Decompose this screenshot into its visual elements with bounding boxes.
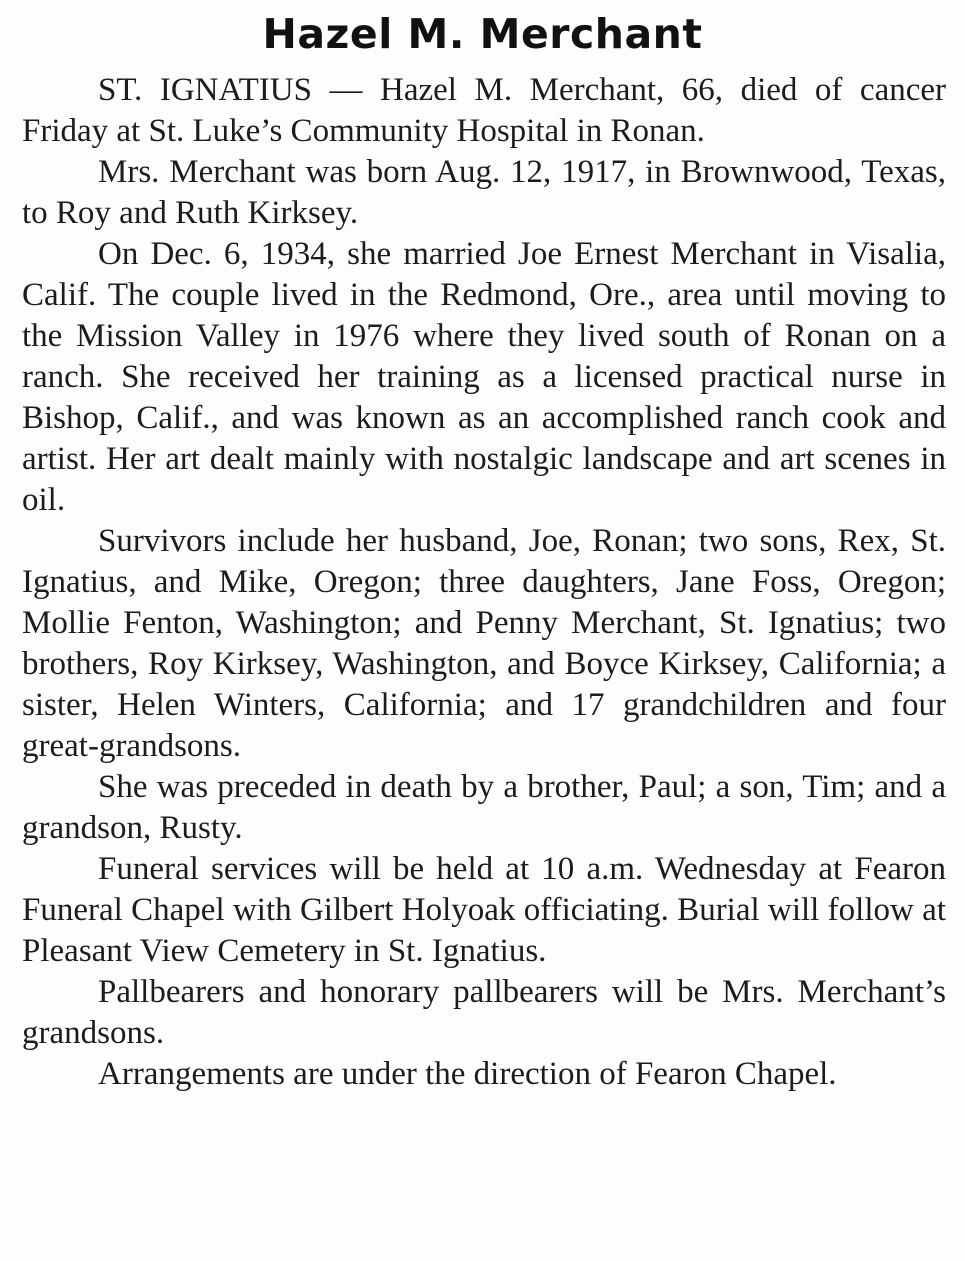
paragraph-arrangements: Arrangements are under the direction of Fearon Chapel.: [98, 1056, 837, 1092]
obituary-body: [22, 70, 946, 1095]
paragraph-pallbearers: Pallbearers and honorary pallbearers will be Mrs. Merchant’s grandsons.: [22, 974, 946, 1051]
paragraph-birth: Mrs. Merchant was born Aug. 12, 1917, in Brownwood, Texas, to Roy and Ruth Kirksey.: [22, 154, 946, 231]
paragraph-death-notice: ST. IGNATIUS — Hazel M. Merchant, 66, died of cancer Friday at St. Luke’s Community Hospital in Ronan.: [22, 72, 946, 149]
paragraph-funeral-services: Funeral services will be held at 10 a.m. Wednesday at Fearon Funeral Chapel with Gilbert Holyoak officiating. Burial will follow at Pleasant View Cemetery in St. Ignatius.: [22, 851, 946, 969]
paragraph-preceded-in-death: She was preceded in death by a brother, Paul; a son, Tim; and a grandson, Rusty.: [22, 769, 946, 846]
obituary-headline: Hazel M. Merchant: [262, 10, 703, 58]
paragraph-survivors: Survivors include her husband, Joe, Ronan; two sons, Rex, St. Ignatius, and Mike, Oregon; three daughters, Jane Foss, Oregon; Mollie Fenton, Washington; and Penny Merchant, St. Ignatius; two brothers, Roy Kirksey, Washington, and Boyce Kirksey, California; a sister, Helen Winters, California; and 17 grandchildren and four great-grandsons.: [22, 523, 946, 764]
paragraph-marriage-life: On Dec. 6, 1934, she married Joe Ernest Merchant in Visalia, Calif. The couple lived in the Redmond, Ore., area until moving to the Mission Valley in 1976 where they lived south of Ronan on a ranch. She received her training as a licensed practical nurse in Bishop, Calif., and was known as an accomplished ranch cook and artist. Her art dealt mainly with nostalgic landscape and art scenes in oil.: [22, 236, 946, 518]
